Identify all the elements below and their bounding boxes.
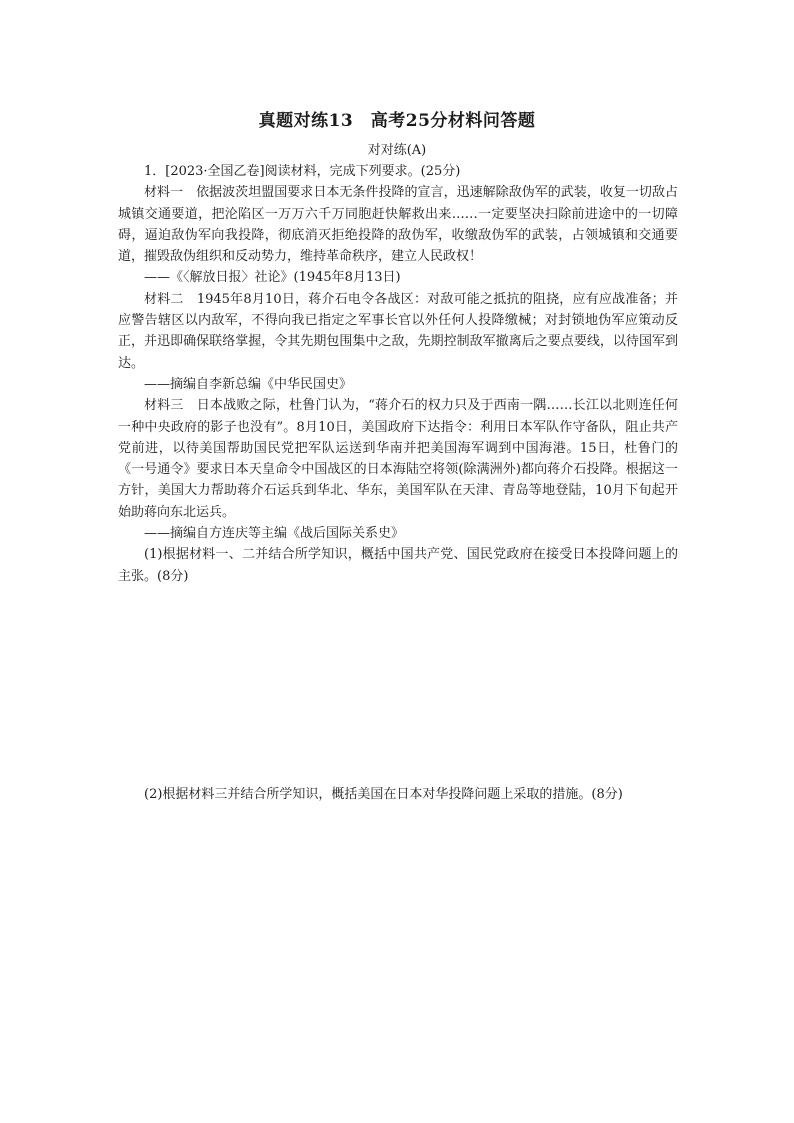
- material-1-source: ——《〈解放日报〉社论》(1945年8月13日): [144, 270, 401, 286]
- material-2-source: ——摘编自李新总编《中华民国史》: [144, 376, 353, 392]
- material-2-text: 材料二 1945年8月10日，蒋介石电令各战区：对敌可能之抵抗的阻挠，应有应战准备；并应警告辖区以内敌军，不得向我已指定之军事长官以外任何人投降缴械；对封锁地伪军应策动反正，并迅即确保联络掌握，令其先期包围集中之敌，先期控制敌军撤离后之要点要线，以待国军到达。: [118, 291, 678, 371]
- material-1-text: 材料一 依据波茨坦盟国要求日本无条件投降的宣言，迅速解除敌伪军的武装，收复一切敌占城镇交通要道，把沦陷区一万万六千万同胞赶快解救出来……一定要坚决扫除前进途中的一切障碍，逼迫敌伪军向我投降，彻底消灭拒绝投降的敌伪军，收缴敌伪军的武装，占领城镇和交通要道，摧毁敌伪组织和反动势力，维持革命秩序，建立人民政权！: [118, 185, 678, 265]
- sub-question-1: (1)根据材料一、二并结合所学知识，概括中国共产党、国民党政府在接受日本投降问题上的主张。(8分): [118, 547, 678, 584]
- question-intro: 1．[2023·全国乙卷]阅读材料，完成下列要求。(25分): [144, 164, 461, 179]
- sub-question-2: (2)根据材料三并结合所学知识，概括美国在日本对华投降问题上采取的措施。(8分): [144, 787, 623, 802]
- material-3-source: ——摘编自方连庆等主编《战后国际关系史》: [144, 526, 405, 542]
- material-3-text: 材料三 日本战败之际，杜鲁门认为，“蒋介石的权力只及于西南一隅……长江以北则连任何一种中央政府的影子也没有”。8月10日，美国政府下达指令：利用日本军队作守备队，阻止共产党前进，以待美国帮助国民党把军队运送到华南并把美国海军调到中国海港。15日，杜鲁门的《一号通令》要求日本天皇命令中国战区的日本海陆空将领(除满洲外)都向蒋介石投降。根据这一方针，美国大力帮助蒋介石运兵到华北、华东，美国军队在天津、青岛等地登陆，10月下旬起开始助蒋向东北运兵。: [118, 398, 678, 520]
- question-body: [118, 161, 678, 587]
- page-title: 真题对练13 高考25分材料问答题: [258, 111, 536, 131]
- page-subtitle: 对对练(A): [367, 143, 427, 158]
